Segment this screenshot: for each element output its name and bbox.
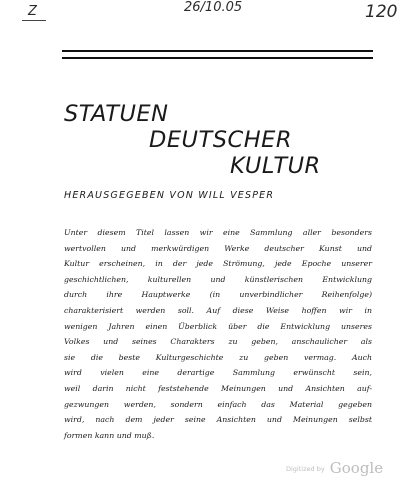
- body-line: wenigen Jahren einen Überblick über die Entwicklung unseres: [64, 321, 372, 331]
- watermark-prefix: Digitized by: [286, 465, 325, 473]
- google-logo: Google: [329, 459, 384, 477]
- body-line: sie die beste Kulturgeschichte zu geben vermag. Auch: [64, 352, 372, 362]
- body-line: geschichtlichen, kulturellen und künstlerischen Entwicklung: [64, 274, 372, 284]
- body-line: Kultur erscheinen, in der jede Strömung, jede Epoche unserer: [64, 259, 372, 269]
- body-line: wird vielen eine derartige Sammlung erwünscht sein,: [64, 368, 372, 378]
- handwritten-mark-left: Z: [28, 4, 37, 19]
- body-line: charakterisiert werden soll. Auf diese Weise hoffen wir in: [64, 305, 372, 315]
- title-line-1: STATUEN: [64, 101, 169, 127]
- body-line: Volkes und seines Charakters zu geben, anschaulicher als: [64, 337, 372, 347]
- body-line: durch ihre Hauptwerke (in unverbindlicher Reihenfolge): [64, 290, 372, 300]
- title-line-3: KULTUR: [230, 153, 321, 179]
- top-rule-lower: [62, 57, 373, 59]
- handwritten-date: 26/10.05: [184, 0, 243, 15]
- title-line-2: DEUTSCHER: [149, 127, 293, 153]
- body-line: weil darin nicht feststehende Meinungen und Ansichten auf-: [64, 383, 372, 393]
- handwritten-page-number: 120: [365, 2, 398, 22]
- top-rule-upper: [62, 50, 373, 52]
- body-line: formen kann und muß.: [64, 430, 155, 440]
- digitized-watermark: [286, 458, 383, 477]
- editor-credit: HERAUSGEGEBEN VON WILL VESPER: [64, 190, 275, 201]
- body-paragraph: [64, 225, 372, 443]
- handwritten-underline: [22, 20, 46, 21]
- body-line: Unter diesem Titel lassen wir eine Sammlung aller besonders: [64, 228, 372, 237]
- body-line: gezwungen werden, sondern einfach das Material gegeben: [64, 399, 372, 409]
- body-line: wird, nach dem jeder seine Ansichten und Meinungen selbst: [64, 415, 372, 425]
- body-line: wertvollen und merkwürdigen Werke deutscher Kunst und: [64, 243, 372, 253]
